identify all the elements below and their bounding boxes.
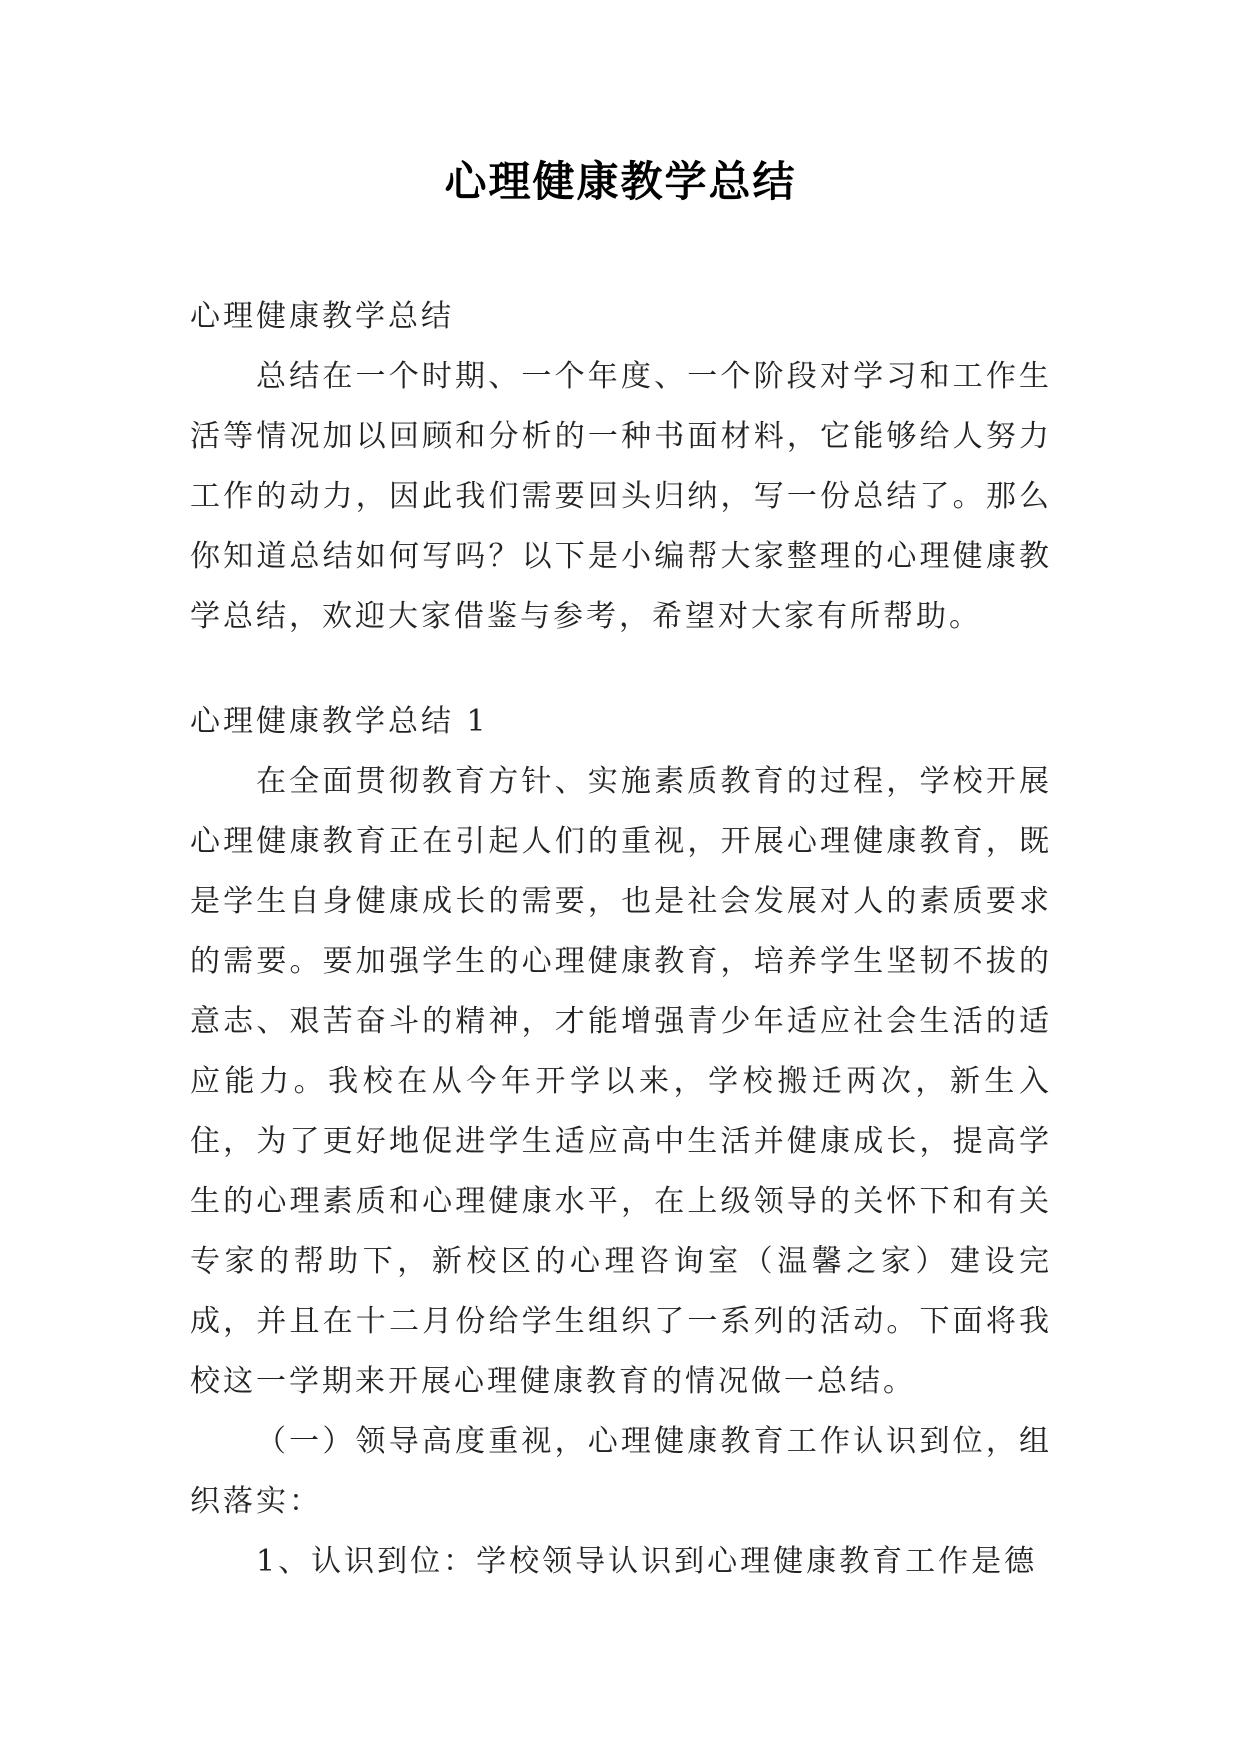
section-1 xyxy=(190,692,1052,1592)
document-title: 心理健康教学总结 xyxy=(444,157,797,206)
section-1-item-1: 1、认识到位：学校领导认识到心理健康教育工作是德 xyxy=(256,1544,1038,1579)
section-1-paragraph: 在全面贯彻教育方针、实施素质教育的过程，学校开展心理健康教育正在引起人们的重视，开展心理健康教育，既是学生自身健康成长的需要，也是社会发展对人的素质要求的需要。要加强学生的心理健康教育，培养学生坚韧不拔的意志、艰苦奋斗的精神，才能增强青少年适应社会生活的适应能力。我校在从今年开学以来，学校搬迁两次，新生入住，为了更好地促进学生适应高中生活并健康成长，提高学生的心理素质和心理健康水平，在上级领导的关怀下和有关专家的帮助下，新校区的心理咨询室（温馨之家）建设完成，并且在十二月份给学生组织了一系列的活动。下面将我校这一学期来开展心理健康教育的情况做一总结。 xyxy=(190,764,1052,1399)
intro-heading: 心理健康教学总结 xyxy=(190,299,454,334)
section-1-heading: 心理健康教学总结 1 xyxy=(190,704,489,739)
section-1-subheading: （一）领导高度重视，心理健康教育工作认识到位，组织落实： xyxy=(190,1424,1052,1519)
intro-paragraph: 总结在一个时期、一个年度、一个阶段对学习和工作生活等情况加以回顾和分析的一种书面材料，它能够给人努力工作的动力，因此我们需要回头归纳，写一份总结了。那么你知道总结如何写吗？以下是小编帮大家整理的心理健康教学总结，欢迎大家借鉴与参考，希望对大家有所帮助。 xyxy=(190,359,1052,634)
intro-section xyxy=(190,287,1052,647)
